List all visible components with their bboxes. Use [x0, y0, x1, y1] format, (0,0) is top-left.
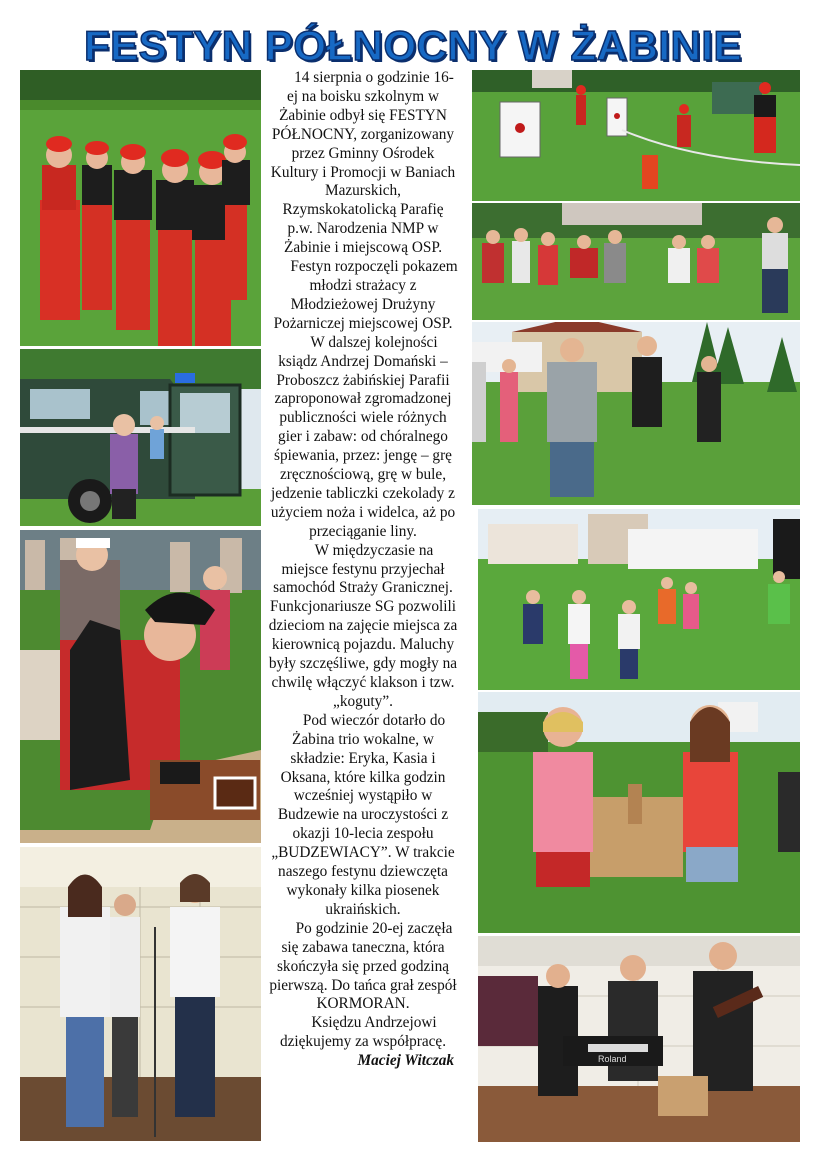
photo-chocolate-game [20, 530, 261, 843]
photo-tug-of-war [472, 322, 800, 505]
photo-band-kormoran [478, 936, 800, 1142]
article-paragraph: W dalszej kolejności ksiądz Andrzej Domański – Proboszcz żabińskiej Parafii zaproponował zgromadzonej publiczności wiele różnych gier i zabaw: od chóralnego śpiewania, przez: jengę – grę zręcznościową, grę w bule, jedzenie tabliczki czekolady z użyciem noża i widelca, aż po przeciąganie liny. [270, 333, 456, 540]
keyboard-brand: Roland [598, 1054, 627, 1064]
article-paragraph: Festyn rozpoczęli pokazem młodzi strażacy z Młodzieżowej Drużyny Pożarniczej miejscowej OSP. [273, 258, 458, 332]
page-title: FESTYN PÓŁNOCNY W ŻABINIE [83, 22, 743, 69]
article-paragraph: Księdzu Andrzejowi dziękujemy za współpracę. [279, 1014, 447, 1051]
photo-kids-game [478, 509, 800, 690]
photo-border-guard-vehicle [20, 349, 261, 526]
article-paragraph: 14 sierpnia o godzinie 16-ej na boisku szkolnym w Żabinie odbył się FESTYN PÓŁNOCNY, zorganizowany przez Gminny Ośrodek Kultury i Promocji w Baniach Mazurskich, Rzymskokatolicką Parafię p.w. Narodzenia NMP w Żabinie i miejscową OSP. [270, 69, 456, 257]
article-author: Maciej Witczak [357, 1052, 454, 1070]
article-paragraph: Po godzinie 20-ej zaczęła się zabawa taneczna, która skończyła się przed godziną pierwszą. Do tańca grał zespół KORMORAN. [269, 919, 457, 1013]
article-paragraph: W międzyczasie na miejsce festynu przyjechał samochód Straży Granicznej. Funkcjonariusze SG pozwolili dzieciom na zajęcie miejsca za kierownicą pojazdu. Maluchy były szczęśliwe, gdy mogły na chwilę włączyć klakson i tzw. „koguty”. [268, 541, 458, 710]
article-paragraph: Pod wieczór dotarło do Żabina trio wokalne, w składzie: Eryka, Kasia i Oksana, które kilka godzin wcześniej wystąpiło w Budzewie na uroczystości z okazji 10-lecia zespołu „BUDZEWIACY”. W trakcie naszego festynu dziewczęta wykonały kilka piosenek ukraińskich. [271, 711, 455, 918]
photo-young-firefighters [20, 70, 261, 346]
photo-audience [472, 203, 800, 320]
article-body [268, 69, 458, 1149]
photo-jenga [478, 692, 800, 933]
photo-vocal-trio [20, 847, 261, 1141]
photo-target-drill [472, 70, 800, 201]
